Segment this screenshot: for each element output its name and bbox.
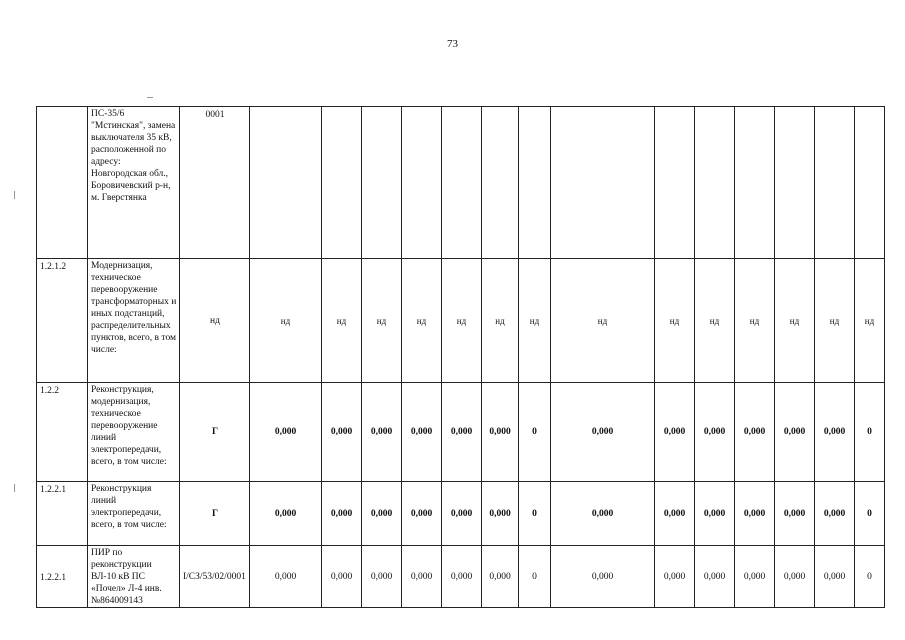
data-table xyxy=(36,106,885,608)
value-cell: 0,000 xyxy=(322,383,362,482)
value-cell: 0,000 xyxy=(250,482,322,546)
row-code: 0001 xyxy=(180,107,250,259)
value-cell: 0,000 xyxy=(655,546,695,608)
value-cell: 0,000 xyxy=(402,482,442,546)
value-cell: нд xyxy=(735,259,775,383)
value-cell xyxy=(519,107,551,259)
value-cell: 0,000 xyxy=(362,482,402,546)
value-cell: 0,000 xyxy=(695,482,735,546)
value-cell: нд xyxy=(695,259,735,383)
table-row xyxy=(37,383,885,482)
value-cell: 0,000 xyxy=(322,546,362,608)
row-code: нд xyxy=(180,259,250,383)
value-cell: нд xyxy=(519,259,551,383)
row-name: Реконструкция линий электропередачи, всего, в том числе: xyxy=(88,482,180,546)
value-cell: 0,000 xyxy=(815,546,855,608)
row-number xyxy=(37,107,88,259)
value-cell xyxy=(695,107,735,259)
value-cell: нд xyxy=(442,259,482,383)
value-cell: нд xyxy=(655,259,695,383)
value-cell: 0,000 xyxy=(655,383,695,482)
row-name: ПИР по реконструкции ВЛ-10 кВ ПС «Почел» Л-4 инв. №864009143 xyxy=(88,546,180,608)
value-cell: 0 xyxy=(855,482,885,546)
value-cell: 0,000 xyxy=(250,383,322,482)
row-code: I/СЗ/53/02/0001 xyxy=(180,546,250,608)
value-cell: 0,000 xyxy=(482,482,519,546)
value-cell: 0,000 xyxy=(551,482,655,546)
row-number: 1.2.2 xyxy=(37,383,88,482)
value-cell: 0,000 xyxy=(442,482,482,546)
value-cell xyxy=(482,107,519,259)
value-cell: 0,000 xyxy=(735,482,775,546)
value-cell: нд xyxy=(362,259,402,383)
value-cell: 0,000 xyxy=(551,546,655,608)
row-number: 1.2.2.1 xyxy=(37,482,88,546)
value-cell: 0,000 xyxy=(775,482,815,546)
row-code: Г xyxy=(180,383,250,482)
value-cell: нд xyxy=(322,259,362,383)
value-cell xyxy=(402,107,442,259)
row-name: Реконструкция, модернизация, техническое перевооружение линий электропередачи, всего, в том числе: xyxy=(88,383,180,482)
value-cell: нд xyxy=(482,259,519,383)
scan-mark xyxy=(14,484,15,492)
value-cell xyxy=(815,107,855,259)
value-cell: 0 xyxy=(855,383,885,482)
value-cell: 0 xyxy=(855,546,885,608)
value-cell: 0,000 xyxy=(402,383,442,482)
value-cell: 0,000 xyxy=(402,546,442,608)
value-cell xyxy=(250,107,322,259)
row-number: 1.2.1.2 xyxy=(37,259,88,383)
value-cell: 0,000 xyxy=(775,383,815,482)
table-row xyxy=(37,107,885,259)
value-cell: нд xyxy=(855,259,885,383)
row-name: ПС-35/6 "Мстинская", замена выключателя 35 кВ, расположенной по адресу: Новгородская обл., Боровичевский р-н, м. Гверстянка xyxy=(88,107,180,259)
value-cell: нд xyxy=(815,259,855,383)
value-cell: нд xyxy=(250,259,322,383)
value-cell: 0,000 xyxy=(442,546,482,608)
value-cell xyxy=(655,107,695,259)
value-cell: 0,000 xyxy=(482,546,519,608)
row-name: Модернизация, техническое перевооружение трансформаторных и иных подстанций, распределительных пунктов, всего, в том числе: xyxy=(88,259,180,383)
page-number: 73 xyxy=(447,38,458,50)
value-cell: 0 xyxy=(519,383,551,482)
value-cell: 0,000 xyxy=(815,383,855,482)
value-cell: 0,000 xyxy=(655,482,695,546)
value-cell xyxy=(551,107,655,259)
value-cell: 0,000 xyxy=(735,383,775,482)
value-cell: 0,000 xyxy=(695,383,735,482)
row-number: 1.2.2.1 xyxy=(37,546,88,608)
value-cell: нд xyxy=(775,259,815,383)
value-cell: нд xyxy=(402,259,442,383)
value-cell: 0,000 xyxy=(362,546,402,608)
scan-mark xyxy=(147,97,153,98)
value-cell: 0,000 xyxy=(322,482,362,546)
value-cell xyxy=(855,107,885,259)
value-cell: 0,000 xyxy=(695,546,735,608)
value-cell xyxy=(442,107,482,259)
value-cell: нд xyxy=(551,259,655,383)
value-cell: 0 xyxy=(519,482,551,546)
value-cell: 0 xyxy=(519,546,551,608)
value-cell xyxy=(322,107,362,259)
value-cell xyxy=(775,107,815,259)
scan-mark xyxy=(14,191,15,199)
value-cell xyxy=(735,107,775,259)
value-cell: 0,000 xyxy=(775,546,815,608)
row-code: Г xyxy=(180,482,250,546)
table-row xyxy=(37,482,885,546)
value-cell: 0,000 xyxy=(735,546,775,608)
table-row xyxy=(37,546,885,608)
value-cell: 0,000 xyxy=(362,383,402,482)
table-row xyxy=(37,259,885,383)
value-cell: 0,000 xyxy=(442,383,482,482)
value-cell: 0,000 xyxy=(551,383,655,482)
value-cell: 0,000 xyxy=(250,546,322,608)
value-cell xyxy=(362,107,402,259)
value-cell: 0,000 xyxy=(815,482,855,546)
value-cell: 0,000 xyxy=(482,383,519,482)
